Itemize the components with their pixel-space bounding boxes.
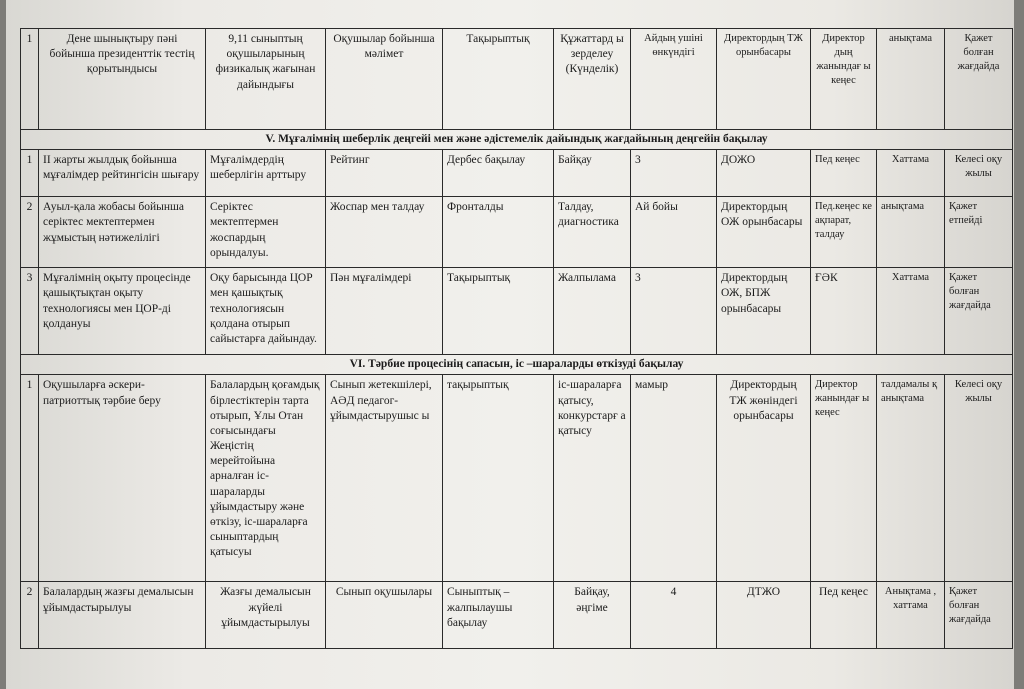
table-cell: Пед кеңес xyxy=(811,582,877,649)
table-cell: Директордың ТЖ орынбасары xyxy=(717,29,811,130)
table-cell: Жазғы демалысын жүйелі ұйымдастырылуы xyxy=(206,582,326,649)
table-cell: Оқушылар бойынша мәлімет xyxy=(326,29,443,130)
table-cell: анықтама xyxy=(877,197,945,268)
table-cell: Байқау, әңгіме xyxy=(554,582,631,649)
table-cell: Сыныптық – жалпылаушы бақылау xyxy=(443,582,554,649)
table-cell: Байқау xyxy=(554,150,631,197)
table-cell: Ауыл-қала жобасы бойынша серіктес мектептермен жұмыстың нәтижелілігі xyxy=(39,197,206,268)
table-cell: Жалпылама xyxy=(554,268,631,355)
table-cell: ҒӘК xyxy=(811,268,877,355)
table-cell: Пед кеңес xyxy=(811,150,877,197)
table-cell: Қажет болған жағдайда xyxy=(945,29,1013,130)
control-plan-table xyxy=(20,28,1013,649)
table-cell: Қажет етпейді xyxy=(945,197,1013,268)
table-cell: Анықтама , хаттама xyxy=(877,582,945,649)
table-cell: Фронталды xyxy=(443,197,554,268)
row-number: 1 xyxy=(21,150,39,197)
table-cell: Директордың ТЖ жөніндегі орынбасары xyxy=(717,375,811,582)
table-cell: мамыр xyxy=(631,375,717,582)
table-cell: 3 xyxy=(631,268,717,355)
table-row xyxy=(21,375,1013,582)
table-cell: Директор дың жанындағ ы кеңес xyxy=(811,29,877,130)
table-cell: Директордың ОЖ орынбасары xyxy=(717,197,811,268)
table-cell: Директор жанындағ ы кеңес xyxy=(811,375,877,582)
row-number: 1 xyxy=(21,375,39,582)
table-cell: ДОЖО xyxy=(717,150,811,197)
table-cell: талдамалы қ анықтама xyxy=(877,375,945,582)
table-row xyxy=(21,582,1013,649)
table-row xyxy=(21,150,1013,197)
table-cell: Мұғалімдердің шеберлігін арттыру xyxy=(206,150,326,197)
table-cell: Пед.кеңес ке ақпарат, талдау xyxy=(811,197,877,268)
table-cell: Келесі оқу жылы xyxy=(945,150,1013,197)
table-cell: Дене шынықтыру пәні бойынша президенттік тестің қорытындысы xyxy=(39,29,206,130)
table-cell: Құжаттард ы зерделеу (Күнделік) xyxy=(554,29,631,130)
table-cell: 4 xyxy=(631,582,717,649)
table-cell: ІІ жарты жылдық бойынша мұғалімдер рейтингісін шығару xyxy=(39,150,206,197)
table-cell: Тақырыптық xyxy=(443,268,554,355)
table-cell: Мұғалімнің оқыту процесінде қашықтықтан оқыту технологиясы мен ЦОР-ді қолдануы xyxy=(39,268,206,355)
table-cell: Ай бойы xyxy=(631,197,717,268)
table-row xyxy=(21,29,1013,130)
table-cell: Қажет болған жағдайда xyxy=(945,268,1013,355)
row-number: 3 xyxy=(21,268,39,355)
table-cell: ДТЖО xyxy=(717,582,811,649)
table-cell: Тақырыптық xyxy=(443,29,554,130)
table-row xyxy=(21,197,1013,268)
table-cell: іс-шараларға қатысу, конкурстарғ а қатысу xyxy=(554,375,631,582)
table-cell: Директордың ОЖ, БПЖ орынбасары xyxy=(717,268,811,355)
table-cell: 9,11 сыныптың оқушыларының физикалық жағынан дайындығы xyxy=(206,29,326,130)
table-cell: Хаттама xyxy=(877,150,945,197)
table-cell: Оқушыларға әскери-патриоттық тәрбие беру xyxy=(39,375,206,582)
table-cell: Оқу барысында ЦОР мен қашықтық технологиясын қолдана отырып сайыстарға дайындау. xyxy=(206,268,326,355)
table-cell: Сынып жетекшілері, АӘД педагог-ұйымдастырушыс ы xyxy=(326,375,443,582)
table-cell: Хаттама xyxy=(877,268,945,355)
table-cell: анықтама xyxy=(877,29,945,130)
section-heading-row xyxy=(21,355,1013,375)
row-number: 2 xyxy=(21,582,39,649)
table-cell: Балалардың қоғамдық бірлестіктерін тарта отырып, Ұлы Отан соғысындағы Жеңістің мерейтойына арналған іс-шараларды ұйымдастыру және өткізу, іс-шараларға сыныптардың қатысуы xyxy=(206,375,326,582)
section-heading: V. Мұғалімнің шеберлік деңгейі мен және әдістемелік дайындық жағдайының деңгейін бақылау xyxy=(21,130,1013,150)
table-cell: Қажет болған жағдайда xyxy=(945,582,1013,649)
section-heading-row xyxy=(21,130,1013,150)
document-page xyxy=(6,0,1014,689)
table-cell: Пән мұғалімдері xyxy=(326,268,443,355)
section-heading: VI. Тәрбие процесінің сапасын, іс –шараларды өткізуді бақылау xyxy=(21,355,1013,375)
row-number: 1 xyxy=(21,29,39,130)
row-number: 2 xyxy=(21,197,39,268)
table-row xyxy=(21,268,1013,355)
table-cell: Дербес бақылау xyxy=(443,150,554,197)
table-cell: Айдың ушіні өнкүндігі xyxy=(631,29,717,130)
table-cell: 3 xyxy=(631,150,717,197)
table-cell: Рейтинг xyxy=(326,150,443,197)
table-cell: тақырыптық xyxy=(443,375,554,582)
table-cell: Келесі оқу жылы xyxy=(945,375,1013,582)
table-cell: Балалардың жазғы демалысын ұйымдастырылуы xyxy=(39,582,206,649)
table-cell: Сынып оқушылары xyxy=(326,582,443,649)
table-cell: Талдау, диагностика xyxy=(554,197,631,268)
table-cell: Серіктес мектептермен жоспардың орындалуы. xyxy=(206,197,326,268)
table-cell: Жоспар мен талдау xyxy=(326,197,443,268)
